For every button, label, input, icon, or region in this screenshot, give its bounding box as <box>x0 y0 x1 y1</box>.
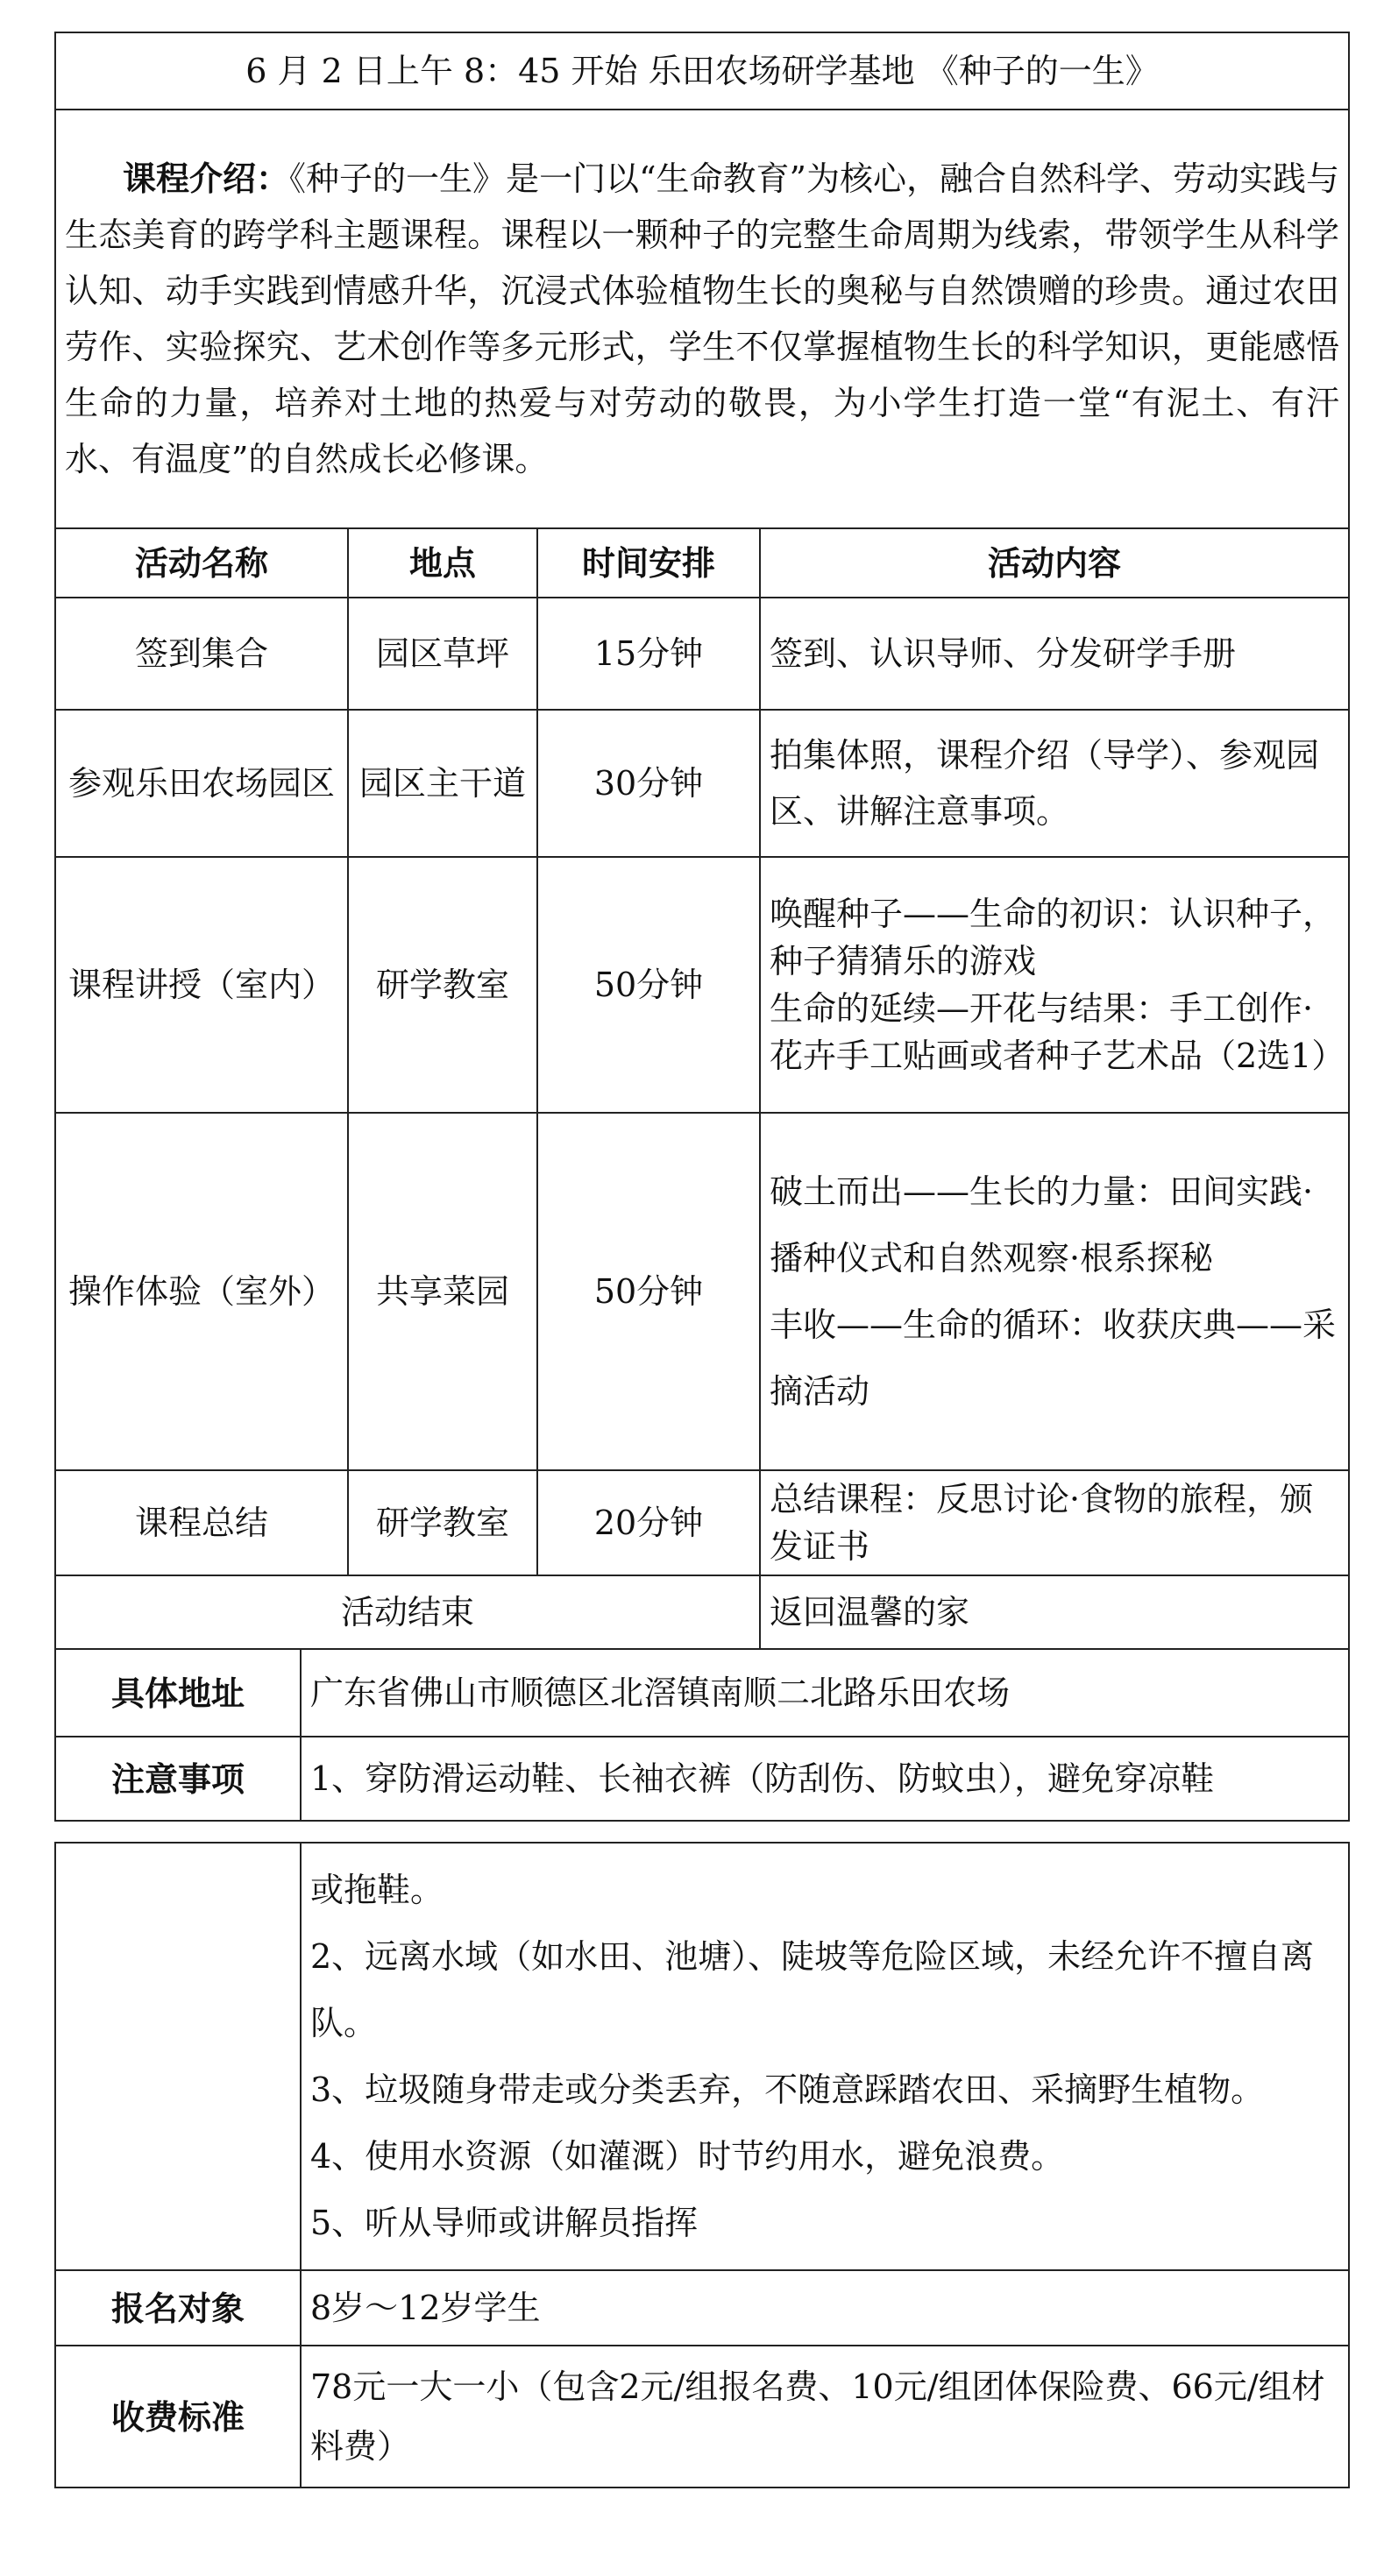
activity-content-line: 总结课程：反思讨论·食物的旅程，颁发证书 <box>770 1480 1314 1566</box>
address-label: 具体地址 <box>55 1649 301 1737</box>
notes-item: 4、使用水资源（如灌溉）时节约用水，避免浪费。 <box>310 2137 1065 2176</box>
activity-time: 50分钟 <box>537 1113 760 1470</box>
fee-label: 收费标准 <box>55 2346 301 2488</box>
activity-location: 研学教室 <box>348 1470 537 1575</box>
audience-label: 报名对象 <box>55 2270 301 2346</box>
course-intro <box>55 110 1349 528</box>
activity-time: 30分钟 <box>537 710 760 857</box>
activity-content-line: 唤醒种子——生命的初识：认识种子，种子猜猜乐的游戏 <box>770 895 1337 980</box>
activity-location: 园区主干道 <box>348 710 537 857</box>
activity-location: 园区草坪 <box>348 598 537 710</box>
column-header-content: 活动内容 <box>760 528 1349 598</box>
course-intro-label: 课程介绍： <box>123 159 290 198</box>
table-row <box>55 598 1349 710</box>
activity-content <box>760 1113 1349 1470</box>
notes-item: 5、听从导师或讲解员指挥 <box>310 2204 699 2242</box>
activity-content <box>760 857 1349 1113</box>
notes-row-start <box>55 1737 1349 1821</box>
fee-row <box>55 2346 1349 2488</box>
notes-label: 注意事项 <box>55 1737 301 1821</box>
activity-content-line: 生命的延续—开花与结果：手工创作·花卉手工贴画或者种子艺术品（2选1） <box>770 989 1345 1075</box>
activity-time: 15分钟 <box>537 598 760 710</box>
activity-name: 课程讲授（室内） <box>55 857 348 1113</box>
schedule-table-page-1 <box>54 32 1350 1822</box>
end-content: 返回温馨的家 <box>760 1575 1349 1649</box>
activity-location: 共享菜园 <box>348 1113 537 1470</box>
audience-row <box>55 2270 1349 2346</box>
column-header-activity: 活动名称 <box>55 528 348 598</box>
fee-value: 78元一大一小（包含2元/组报名费、10元/组团体保险费、66元/组材料费） <box>301 2346 1349 2488</box>
end-label: 活动结束 <box>55 1575 760 1649</box>
activity-content-line: 破土而出——生长的力量：田间实践·播种仪式和自然观察·根系探秘 <box>770 1172 1314 1277</box>
intro-row <box>55 110 1349 528</box>
table-row <box>55 1470 1349 1575</box>
activity-content-line: 签到、认识导师、分发研学手册 <box>770 634 1237 673</box>
notes-item: 3、垃圾随身带走或分类丢弃，不随意踩踏农田、采摘野生植物。 <box>310 2070 1265 2109</box>
activity-content <box>760 1470 1349 1575</box>
notes-item-1-end: 或拖鞋。 <box>310 1871 444 1909</box>
activity-content-line: 丰收——生命的循环：收获庆典——采摘活动 <box>770 1306 1337 1411</box>
activity-content-line: 拍集体照，课程介绍（导学）、参观园区、讲解注意事项。 <box>770 736 1320 831</box>
table-header-row <box>55 528 1349 598</box>
page-title: 6 月 2 日上午 8：45 开始 乐田农场研学基地 《种子的一生》 <box>55 32 1349 110</box>
table-row <box>55 1113 1349 1470</box>
schedule-table-page-2 <box>54 1842 1350 2488</box>
end-row <box>55 1575 1349 1649</box>
address-row <box>55 1649 1349 1737</box>
address-value: 广东省佛山市顺德区北滘镇南顺二北路乐田农场 <box>301 1649 1349 1737</box>
activity-name: 签到集合 <box>55 598 348 710</box>
activity-content <box>760 710 1349 857</box>
activity-name: 参观乐田农场园区 <box>55 710 348 857</box>
activity-time: 50分钟 <box>537 857 760 1113</box>
table-row <box>55 710 1349 857</box>
column-header-location: 地点 <box>348 528 537 598</box>
table-row <box>55 857 1349 1113</box>
activity-time: 20分钟 <box>537 1470 760 1575</box>
activity-name: 操作体验（室外） <box>55 1113 348 1470</box>
column-header-time: 时间安排 <box>537 528 760 598</box>
notes-list <box>301 1843 1349 2270</box>
activity-name: 课程总结 <box>55 1470 348 1575</box>
notes-label-empty <box>55 1843 301 2270</box>
audience-value: 8岁～12岁学生 <box>301 2270 1349 2346</box>
activity-location: 研学教室 <box>348 857 537 1113</box>
activity-content <box>760 598 1349 710</box>
notes-row-continued <box>55 1843 1349 2270</box>
notes-item-1-start: 1、穿防滑运动鞋、长袖衣裤（防刮伤、防蚊虫），避免穿凉鞋 <box>301 1737 1349 1821</box>
course-intro-text: 《种子的一生》是一门以“生命教育”为核心，融合自然科学、劳动实践与生态美育的跨学科主题课程。课程以一颗种子的完整生命周期为线索，带领学生从科学认知、动手实践到情感升华，沉浸式体验植物生长的奥秘与自然馈赠的珍贵。通过农田劳作、实验探究、艺术创作等多元形式，学生不仅掌握植物生长的科学知识，更能感悟生命的力量，培养对土地的热爱与对劳动的敬畏，为小学生打造一堂“有泥土、有汗水、有温度”的自然成长必修课。 <box>65 159 1340 478</box>
notes-item: 2、远离水域（如水田、池塘）、陡坡等危险区域，未经允许不擅自离队。 <box>310 1937 1315 2042</box>
title-row <box>55 32 1349 110</box>
